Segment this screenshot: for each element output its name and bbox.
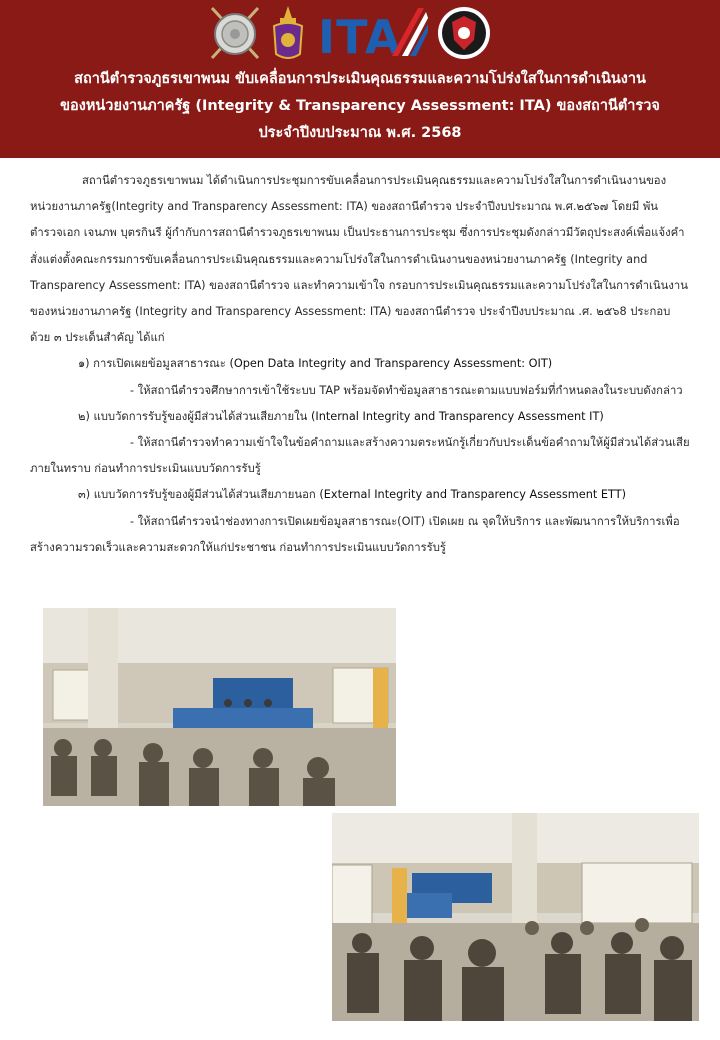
page-title <box>10 66 710 147</box>
royal-emblem-icon <box>268 4 308 64</box>
item-1-english: (Open Data Integrity and Transparency Assessment: OIT) <box>229 357 553 371</box>
logo-row <box>0 4 720 64</box>
item-2-title: ๒) แบบวัดการรับรู้ของผู้มีส่วนได้ส่วนเสียภายใน <box>78 409 308 423</box>
item-3-detail: - ให้สถานีตำรวจนำช่องทางการเปิดเผยข้อมูลสาธารณะ(OIT) เปิดเผย ณ จุดให้บริการ และพัฒนาการให้บริการเพื่อสร้างความรวดเร็วและความสะดวกให้แก่ประชาชน ก่อนทำการประเมินแบบวัดการรับรู้ <box>30 514 680 554</box>
title-line-2: ของหน่วยงานภาครัฐ (Integrity & Transparency Assessment: ITA) ของสถานีตำรวจ <box>60 98 660 114</box>
ita-stripes-icon <box>388 4 428 60</box>
ita-logo: ITA <box>318 10 402 64</box>
title-line-1: สถานีตำรวจภูธรเขาพนม ขับเคลื่อนการประเมินคุณธรรมและความโปร่งใสในการดำเนินงาน <box>74 71 646 87</box>
item-3-english: (External Integrity and Transparency Assessment ETT) <box>319 488 627 502</box>
item-2 <box>30 404 690 430</box>
meeting-photo-2 <box>332 813 699 1021</box>
item-2-english: (Internal Integrity and Transparency Assessment IT) <box>310 409 604 423</box>
police-badge-icon <box>206 4 264 62</box>
station-shield-icon <box>436 4 492 62</box>
item-2-detail: - ให้สถานีตำรวจทำความเข้าใจในข้อคำถามและสร้างความตระหนักรู้เกี่ยวกับประเด็นข้อคำถามให้ผู้มีส่วนได้ส่วนเสียภายในทราบ ก่อนทำการประเมินแบบวัดการรับรู้ <box>30 436 690 476</box>
intro-paragraph: สถานีตำรวจภูธรเขาพนม ได้ดำเนินการประชุมการขับเคลื่อนการประเมินคุณธรรมและความโปร่งใสในการดำเนินงานของหน่วยงานภาครัฐ(Integrity and Transparency Assessment: ITA) ของสถานีตำรวจ ประจำปีงบประมาณ พ.ศ.๒๕๖๗ โดยมี พันตำรวจเอก เจนภพ บุตรกินรี ผู้กำกับการสถานีตำรวจภูธรเขาพนม เป็นประธานการประชุม ซึ่งการประชุมดังกล่าวมีวัตถุประสงค์เพื่อแจ้งคำสั่งแต่งตั้งคณะกรรมการขับเคลื่อนการประเมินคุณธรรมและความโปร่งใสในการดำเนินงานของหน่วยงานภาครัฐ (Integrity and Transparency Assessment: ITA) ของสถานีตำรวจ และทำความเข้าใจ กรอบการประเมินคุณธรรมและความโปร่งใสในการดำเนินงานของหน่วยงานภาครัฐ (Integrity and Transparency Assessment: ITA) ของสถานีตำรวจ ประจำปีงบประมาณ .ศ. ๒๕๖8 ประกอบด้วย ๓ ประเด็นสำคัญ ได้แก่ <box>30 174 688 345</box>
item-1-title: ๑) การเปิดเผยข้อมูลสาธารณะ <box>78 357 226 371</box>
title-line-3: ประจำปีงบประมาณ พ.ศ. 2568 <box>258 125 462 141</box>
meeting-photo-1 <box>43 608 396 806</box>
item-1-detail: - ให้สถานีตำรวจศึกษาการเข้าใช้ระบบ TAP พร้อมจัดทำข้อมูลสาธารณะตามแบบฟอร์มที่กำหนดลงในระบบดังกล่าว <box>130 383 683 397</box>
item-1 <box>30 351 690 377</box>
article-body <box>30 168 690 561</box>
item-3-title: ๓) แบบวัดการรับรู้ของผู้มีส่วนได้ส่วนเสียภายนอก <box>78 488 316 502</box>
header-banner <box>0 0 720 158</box>
item-3 <box>30 482 690 508</box>
